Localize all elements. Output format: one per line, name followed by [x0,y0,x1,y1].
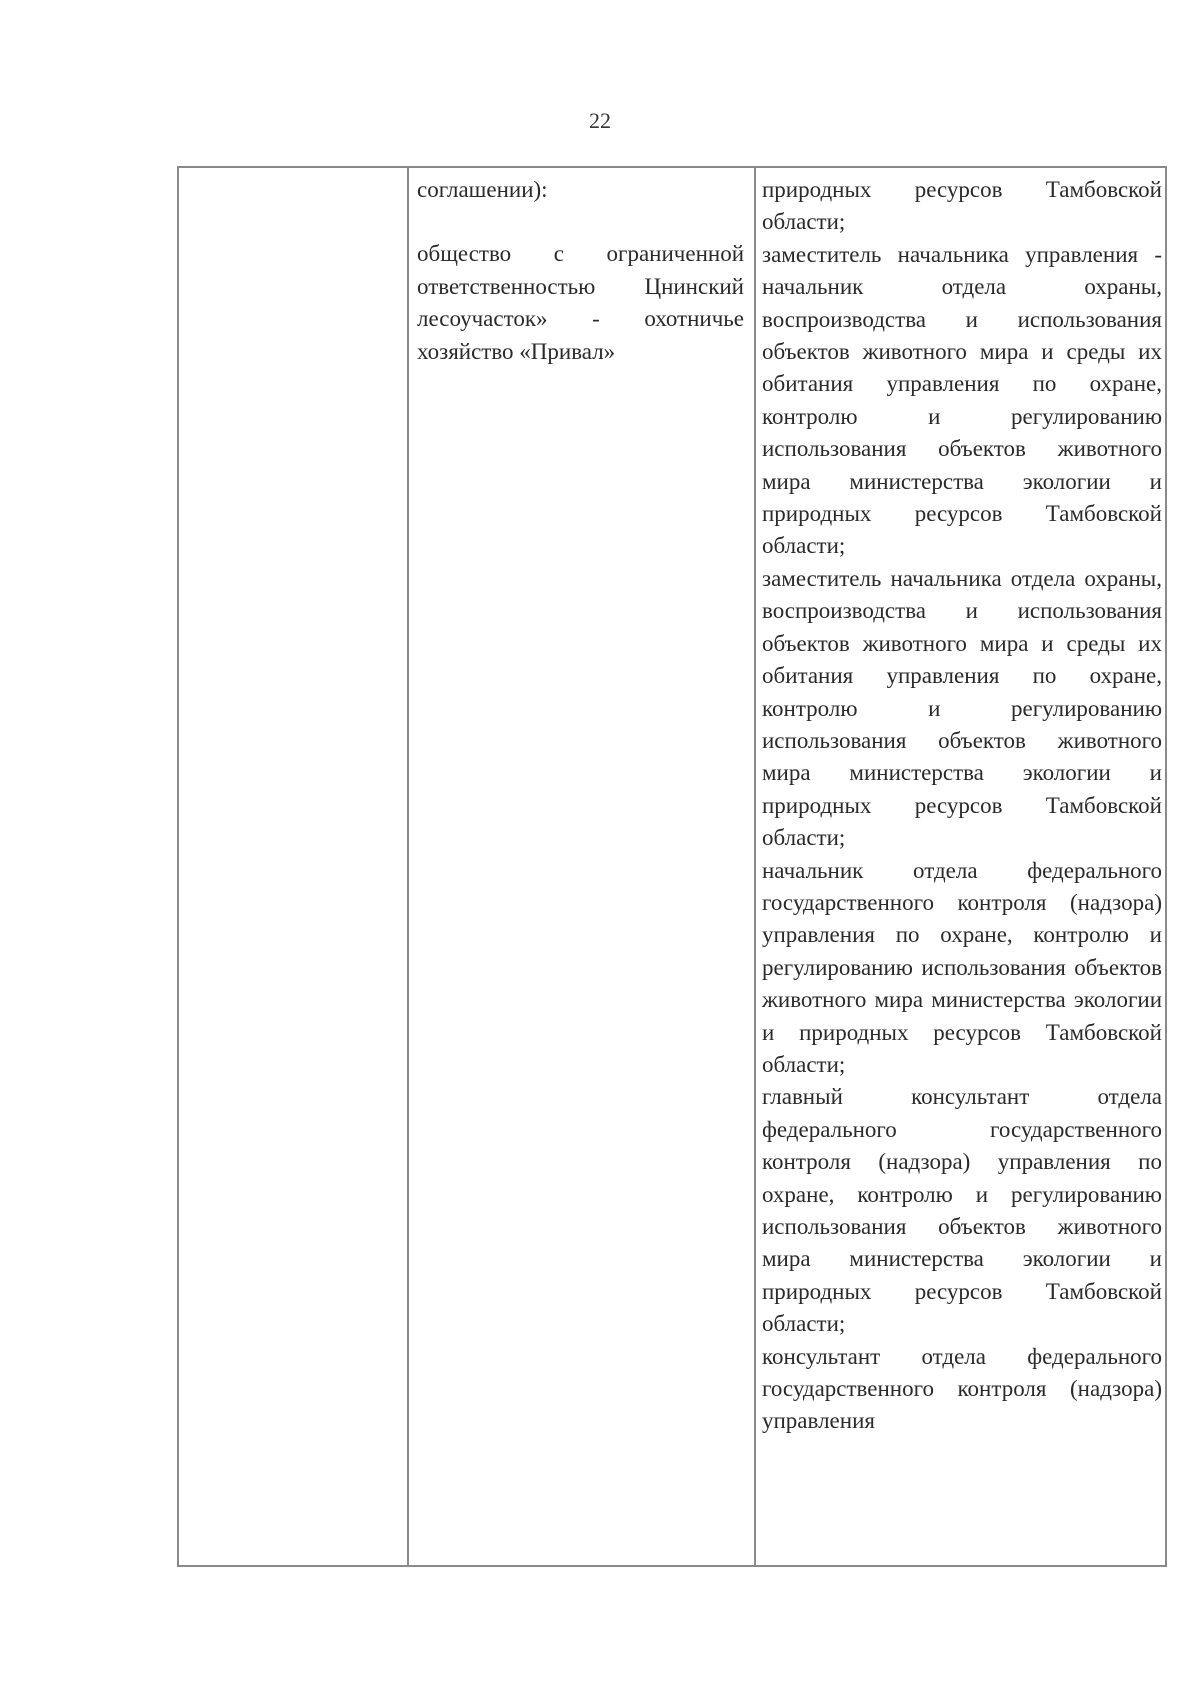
table-column-3 [756,168,1165,1565]
column-2-lead-text: соглашении): [417,177,548,202]
position-entry: природных ресурсов Тамбовской области; [762,177,1162,235]
table-column-2 [409,168,756,1565]
position-entry: консультант отдела федерального государственного контроля (надзора) управления [762,1343,1162,1434]
document-table [177,166,1167,1567]
page-number: 22 [589,108,611,133]
position-entry: начальник отдела федерального государственного контроля (надзора) управления по охране, контролю и регулированию использования объектов животного мира министерства экологии и природных ресурсов Тамбовской области; [762,857,1162,1077]
position-entry: заместитель начальника управления - начальник отдела охраны, воспроизводства и использования объектов животного мира и среды их обитания управления по охране, контролю и регулированию использования объектов животного мира министерства экологии и природных ресурсов Тамбовской области; [762,241,1162,559]
position-entry: заместитель начальника отдела охраны, воспроизводства и использования объектов животного мира и среды их обитания управления по охране, контролю и регулированию использования объектов животного мира министерства экологии и природных ресурсов Тамбовской области; [762,565,1162,851]
organization-name: общество с ограниченной ответственностью Цнинский лесоучасток» - охотничье хозяйство «Привал» [417,241,744,364]
paragraph-spacer [417,206,744,238]
table-column-1 [179,168,409,1565]
position-entry: главный консультант отдела федерального государственного контроля (надзора) управления по охране, контролю и регулированию использования объектов животного мира министерства экологии и природных ресурсов Тамбовской области; [762,1084,1162,1337]
